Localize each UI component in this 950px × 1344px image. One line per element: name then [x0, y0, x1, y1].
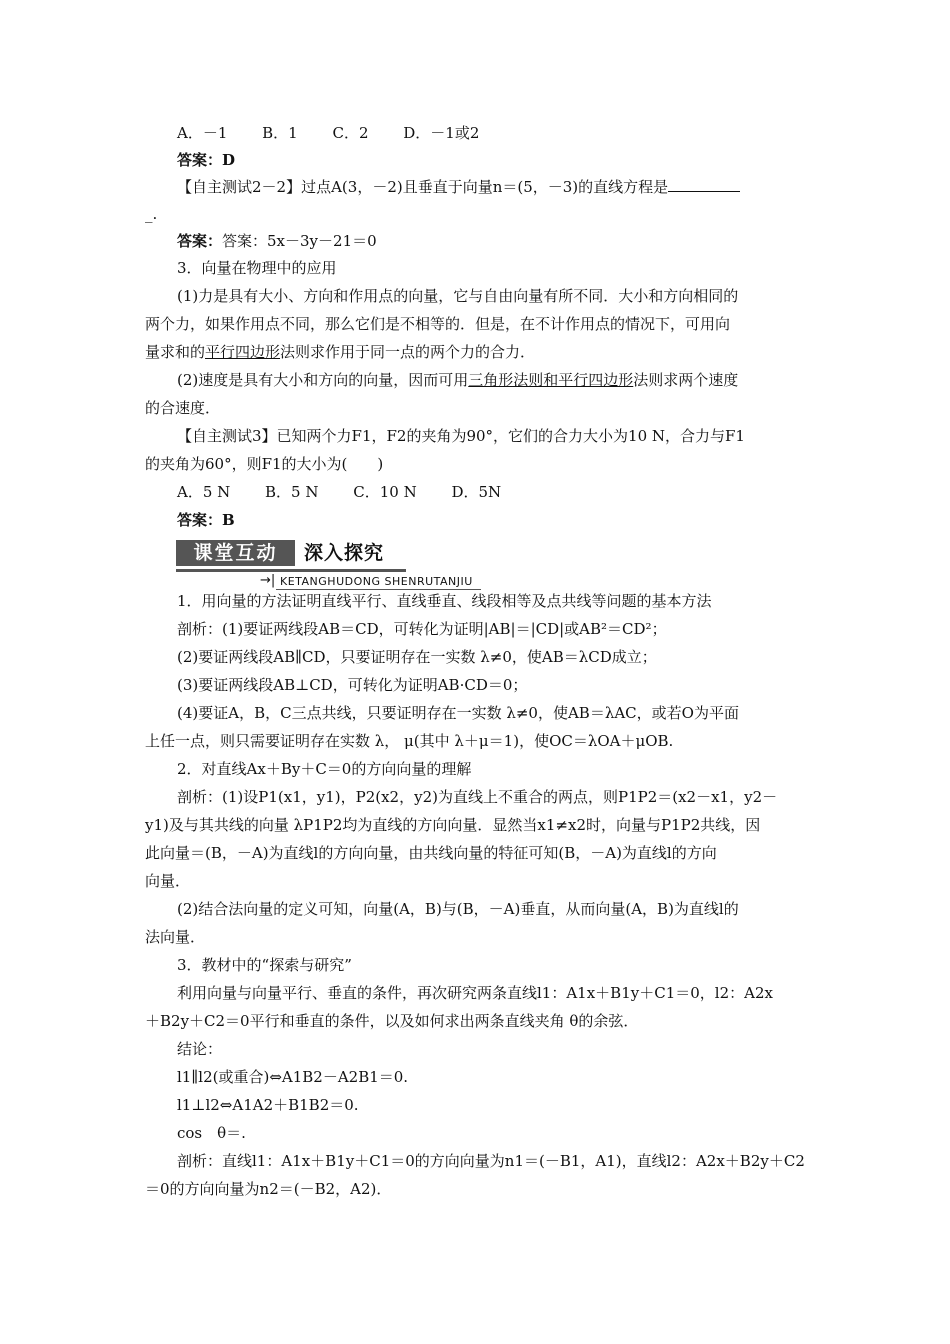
banner-box: 课堂互动 [176, 540, 295, 566]
self-test-3-cont: 的夹角为60°，则F1的大小为( ) [145, 455, 384, 473]
analysis-line: 上任一点，则只需要证明存在实数 λ， μ(其中 λ＋μ＝1)，使OC＝λOA＋μOB. [145, 732, 674, 750]
analysis-line: (2)结合法向量的定义可知，向量(A，B)与(B，－A)垂直，从而向量(A，B)为直线l的 [177, 900, 739, 918]
paragraph-line: 两个力，如果作用点不同，那么它们是不相等的．但是，在不计作用点的情况下，可用向 [145, 315, 731, 333]
analysis-line: 剖析：(1)要证两线段AB＝CD，可转化为证明|AB|＝|CD|或AB²＝CD²； [177, 620, 667, 638]
conclusion-label: 结论： [177, 1040, 223, 1058]
formula-perpendicular: l1⊥l2⇔A1A2＋B1B2＝0. [177, 1096, 359, 1114]
choice-options-1: A．－1 B．1 C．2 D．－1或2 [177, 124, 480, 142]
arrow-icon: →| [260, 573, 276, 588]
underlined-term: 三角形法则和平行四边形 [468, 371, 634, 389]
topic-heading-3: 3．教材中的“探索与研究” [177, 956, 352, 974]
analysis-line: 剖析：(1)设P1(x1，y1)，P2(x2，y2)为直线上不重合的两点，则P1P2＝(x2－x1，y2－ [177, 788, 778, 806]
formula-parallel: l1∥l2(或重合)⇔A1B2－A2B1＝0. [177, 1068, 409, 1086]
paragraph-line: (1)力是具有大小、方向和作用点的向量，它与自由向量有所不同．大小和方向相同的 [177, 287, 739, 305]
answer-1: 答案：D [177, 151, 236, 169]
topic-heading-1: 1．用向量的方法证明直线平行、直线垂直、线段相等及点共线等问题的基本方法 [177, 592, 712, 610]
section-banner [176, 538, 506, 590]
analysis-line: 剖析：直线l1：A1x＋B1y＋C1＝0的方向向量为n1＝(－B1，A1)，直线l2：A2x＋B2y＋C2 [177, 1152, 805, 1170]
analysis-line: (2)要证两线段AB∥CD，只要证明存在一实数 λ≠0，使AB＝λCD成立； [177, 648, 657, 666]
analysis-line: (4)要证A，B，C三点共线，只要证明存在一实数 λ≠0，使AB＝λAC，或若O为平面 [177, 704, 739, 722]
paragraph-line: 的合速度． [145, 399, 221, 417]
choice-options-2: A．5 N B．5 N C．10 N D．5N [177, 483, 502, 501]
section-heading-3: 3．向量在物理中的应用 [177, 259, 337, 277]
answer-2: 答案：答案：5x－3y－21＝0 [177, 232, 377, 250]
banner-subtitle: KETANGHUDONG SHENRUTANJIU [280, 575, 473, 588]
self-test-2-2: 【自主测试2－2】过点A(3，－2)且垂直于向量n＝(5，－3)的直线方程是 [177, 176, 842, 198]
answer-blank [668, 177, 740, 192]
self-test-3: 【自主测试3】已知两个力F1，F2的夹角为90°，它们的合力大小为10 N，合力与F1 [177, 427, 745, 445]
self-test-2-2-cont: _. [145, 205, 158, 223]
topic-heading-2: 2．对直线Ax＋By＋C＝0的方向向量的理解 [177, 760, 472, 778]
paragraph-line: 利用向量与向量平行、垂直的条件，再次研究两条直线l1：A1x＋B1y＋C1＝0，l2：A2x [177, 984, 773, 1002]
formula-cosine: cos θ＝. [177, 1124, 246, 1142]
paragraph-line: 量求和的平行四边形法则求作用于同一点的两个力的合力． [145, 343, 536, 361]
analysis-line: ＝0的方向向量为n2＝(－B2，A2)． [145, 1180, 392, 1198]
answer-3: 答案：B [177, 511, 235, 529]
paragraph-line: (2)速度是具有大小和方向的向量，因而可用三角形法则和平行四边形法则求两个速度 [177, 371, 739, 389]
analysis-line: 此向量＝(B，－A)为直线l的方向向量，由共线向量的特征可知(B，－A)为直线l的方向 [145, 844, 717, 862]
paragraph-line: ＋B2y＋C2＝0平行和垂直的条件，以及如何求出两条直线夹角 θ的余弦． [145, 1012, 639, 1030]
banner-title: 深入探究 [304, 542, 385, 564]
underlined-term: 平行四边形 [205, 343, 281, 361]
analysis-line: (3)要证两线段AB⊥CD，可转化为证明AB·CD＝0； [177, 676, 528, 694]
analysis-line: 法向量． [145, 928, 206, 946]
banner-rule [176, 569, 406, 572]
analysis-line: 向量． [145, 872, 191, 890]
analysis-line: y1)及与其共线的向量 λP1P2均为直线的方向向量．显然当x1≠x2时，向量与P1P2共线，因 [145, 816, 761, 834]
